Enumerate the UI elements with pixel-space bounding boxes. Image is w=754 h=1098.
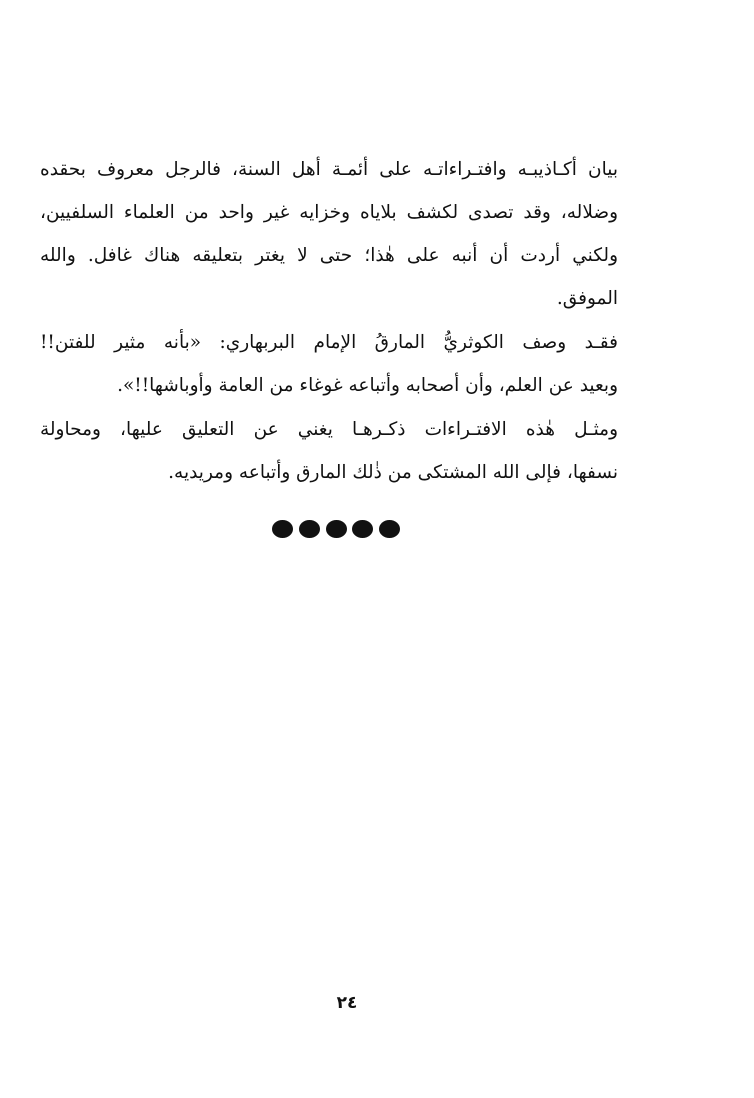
paragraph-1-line-4: الموفق. [556,288,618,309]
separator-dot [379,520,400,538]
paragraph-3-line-2: نسفها، فإلى الله المشتكى من ذٰلك المارق وأتباعه ومريديه. [168,462,618,483]
page-number: ٢٤ [336,993,358,1013]
separator-dot [299,520,320,538]
paragraph-2 [40,321,618,407]
paragraph-3-line-1: ومثـل هٰذه الافتـراءات ذكـرهـا يغني عن التعليق عليها، ومحاولة [40,419,618,440]
separator-dot [326,520,347,538]
separator-dot [352,520,373,538]
separator-dot [272,520,293,538]
paragraph-2-line-1: فقـد وصف الكوثريُّ المارقُ الإمام البربهاري: «بأنه مثير للفتن!! [40,332,618,353]
paragraph-2-line-2: وبعيد عن العلم، وأن أصحابه وأتباعه غوغاء من العامة وأوباشها!!». [117,375,618,396]
paragraph-1 [40,148,618,320]
paragraph-1-line-2: وضلاله، وقد تصدى لكشف بلاياه وخزايه غير واحد من العلماء السلفيين، [40,202,618,223]
paragraph-1-line-3: ولكني أردت أن أنبه على هٰذا؛ حتى لا يغتر بتعليقه هناك غافل. والله [40,245,618,266]
paragraph-1-line-1: بيان أكـاذيبـه وافتـراءاتـه على أئمـة أهل السنة، فالرجل معروف بحقده [40,159,618,180]
section-separator [272,518,400,540]
paragraph-3 [40,408,618,494]
